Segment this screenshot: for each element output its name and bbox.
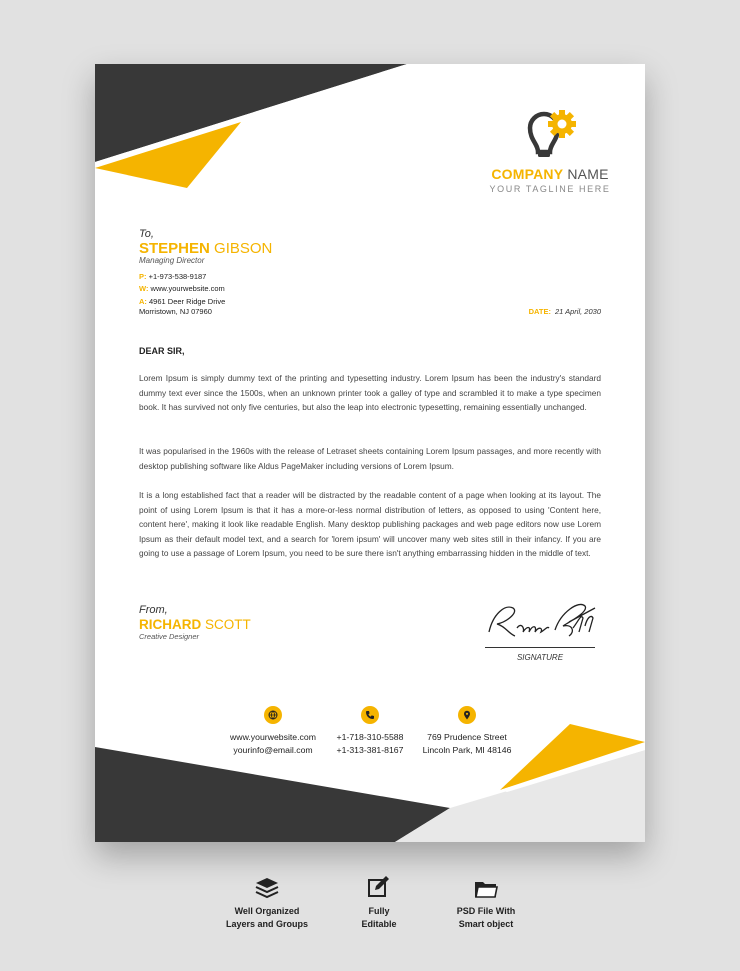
bottom-dark-shape: [95, 747, 450, 842]
footer-web-contact: [218, 706, 328, 756]
footer-phone-1[interactable]: +1-718-310-5588: [336, 732, 404, 742]
footer-address-contact: [412, 706, 522, 756]
recipient-address: A: 4961 Deer Ridge Drive: [139, 297, 226, 306]
company-logo: [485, 104, 615, 194]
company-name: COMPANY NAME: [491, 166, 609, 182]
letter-date: DATE: 21 April, 2030: [528, 307, 601, 316]
signature-line: [485, 647, 595, 648]
phone-icon: [361, 706, 379, 724]
recipient-address-line2: Morristown, NJ 07960: [139, 307, 212, 316]
feature-psd: PSD File With Smart object: [436, 875, 536, 931]
feature-layers: Well Organized Layers and Groups: [207, 875, 327, 931]
body-paragraph: It was popularised in the 1960s with the release of Letraset sheets containing Lorem Ipsum passages, and more recently with desktop publishing software like Aldus PageMaker including versions of Lorem Ipsum.: [139, 446, 601, 471]
globe-icon: [264, 706, 282, 724]
footer-phone-2[interactable]: +1-313-381-8167: [336, 744, 404, 755]
footer-address-line1: 769 Prudence Street: [427, 732, 507, 742]
layers-icon: [207, 875, 327, 899]
recipient-name: STEPHEN GIBSON: [139, 240, 273, 257]
from-label: From,: [139, 604, 168, 616]
footer-phone-contact: [315, 706, 425, 756]
recipient-title: Managing Director: [139, 256, 205, 265]
footer-website[interactable]: www.yourwebsite.com: [230, 732, 316, 742]
footer-email[interactable]: yourinfo@email.com: [233, 744, 313, 755]
edit-icon: [339, 875, 419, 899]
sender-title: Creative Designer: [139, 632, 200, 641]
feature-editable: Fully Editable: [339, 875, 419, 931]
greeting: DEAR SIR,: [139, 346, 185, 356]
recipient-phone: P: +1-973-538-9187: [139, 272, 207, 281]
footer-address-line2: Lincoln Park, MI 48146: [422, 744, 512, 755]
to-label: To,: [139, 228, 154, 240]
company-tagline: YOUR TAGLINE HERE: [489, 184, 611, 194]
sender-name: RICHARD SCOTT: [139, 617, 251, 632]
letterhead-page: [95, 64, 645, 842]
recipient-website: W: www.yourwebsite.com: [139, 284, 225, 293]
handwritten-signature: [483, 600, 599, 646]
bottom-grey-shape: [395, 750, 645, 842]
location-icon: [458, 706, 476, 724]
signature-label: SIGNATURE: [516, 653, 564, 662]
folder-icon: [436, 875, 536, 899]
body-paragraph: Lorem Ipsum is simply dummy text of the printing and typesetting industry. Lorem Ipsum has been the industry's standard dummy text ever since the 1500s, when an unknown printer took a galley of type and scrambled it to make a type specimen book. It has survived not only five centuries, but also the leap into electronic typesetting, remaining essentially unchanged.: [139, 373, 601, 413]
lightbulb-gear-icon: [518, 104, 582, 160]
body-paragraph: It is a long established fact that a reader will be distracted by the readable content of a page when looking at its layout. The point of using Lorem Ipsum is that it has a more-or-less normal distribution of letters, as opposed to using 'Content here, content here', making it look like readable English. Many desktop publishing packages and web page editors now use Lorem Ipsum as their default model text, and a search for 'lorem ipsum' will uncover many web sites still in their infancy. If you are going to use a passage of Lorem Ipsum, you need to be sure there isn't anything embarrassing hidden in the middle of text.: [139, 490, 601, 559]
